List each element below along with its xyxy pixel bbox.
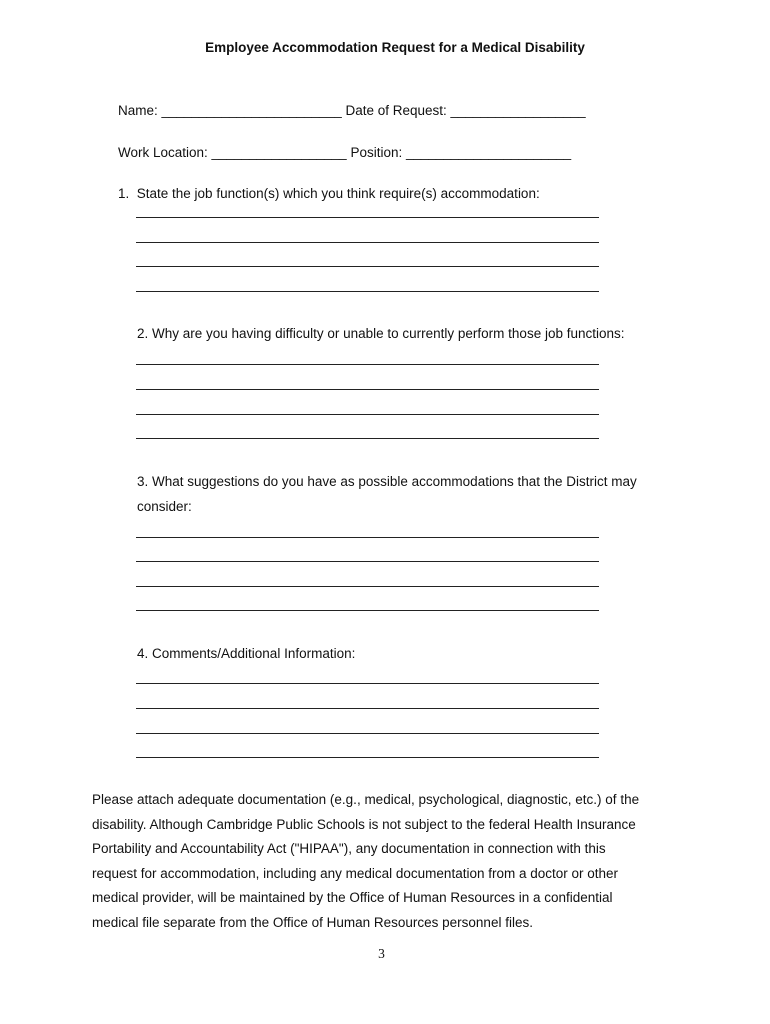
question-3: 3. What suggestions do you have as possible accommodations that the District may	[137, 474, 637, 489]
answer-line[interactable]	[136, 708, 599, 709]
answer-line[interactable]	[136, 389, 599, 390]
question-1: 1. State the job function(s) which you think require(s) accommodation:	[118, 186, 540, 201]
location-position-line[interactable]: Work Location: __________________ Position: ______________________	[118, 145, 572, 160]
answer-line[interactable]	[136, 438, 599, 439]
answer-line[interactable]	[136, 683, 599, 684]
question-2: 2. Why are you having difficulty or unable to currently perform those job functions:	[137, 326, 625, 341]
document-title: Employee Accommodation Request for a Medical Disability	[205, 40, 585, 55]
name-date-line[interactable]: Name: ________________________ Date of Request: __________________	[118, 103, 586, 118]
answer-line[interactable]	[136, 610, 599, 611]
question-4: 4. Comments/Additional Information:	[137, 646, 356, 661]
documentation-notice	[92, 788, 672, 936]
answer-line[interactable]	[136, 757, 599, 758]
notice-line: request for accommodation, including any medical documentation from a doctor or other	[92, 865, 619, 881]
answer-line[interactable]	[136, 561, 599, 562]
answer-line[interactable]	[136, 537, 599, 538]
notice-line: Portability and Accountability Act ("HIPAA"), any documentation in connection with this	[92, 841, 606, 857]
answer-line[interactable]	[136, 217, 599, 218]
answer-line[interactable]	[136, 733, 599, 734]
notice-line: medical file separate from the Office of Human Resources personnel files.	[92, 914, 533, 930]
answer-line[interactable]	[136, 364, 599, 365]
answer-line[interactable]	[136, 586, 599, 587]
answer-line[interactable]	[136, 266, 599, 267]
answer-line[interactable]	[136, 414, 599, 415]
notice-line: disability. Although Cambridge Public Schools is not subject to the federal Health Insurance	[92, 816, 636, 832]
answer-line[interactable]	[136, 242, 599, 243]
page-number: 3	[378, 946, 385, 961]
question-3-continued: consider:	[137, 499, 192, 514]
notice-line: Please attach adequate documentation (e.g., medical, psychological, diagnostic, etc.) of the	[92, 792, 640, 807]
answer-line[interactable]	[136, 291, 599, 292]
notice-line: medical provider, will be maintained by the Office of Human Resources in a confidential	[92, 890, 613, 906]
